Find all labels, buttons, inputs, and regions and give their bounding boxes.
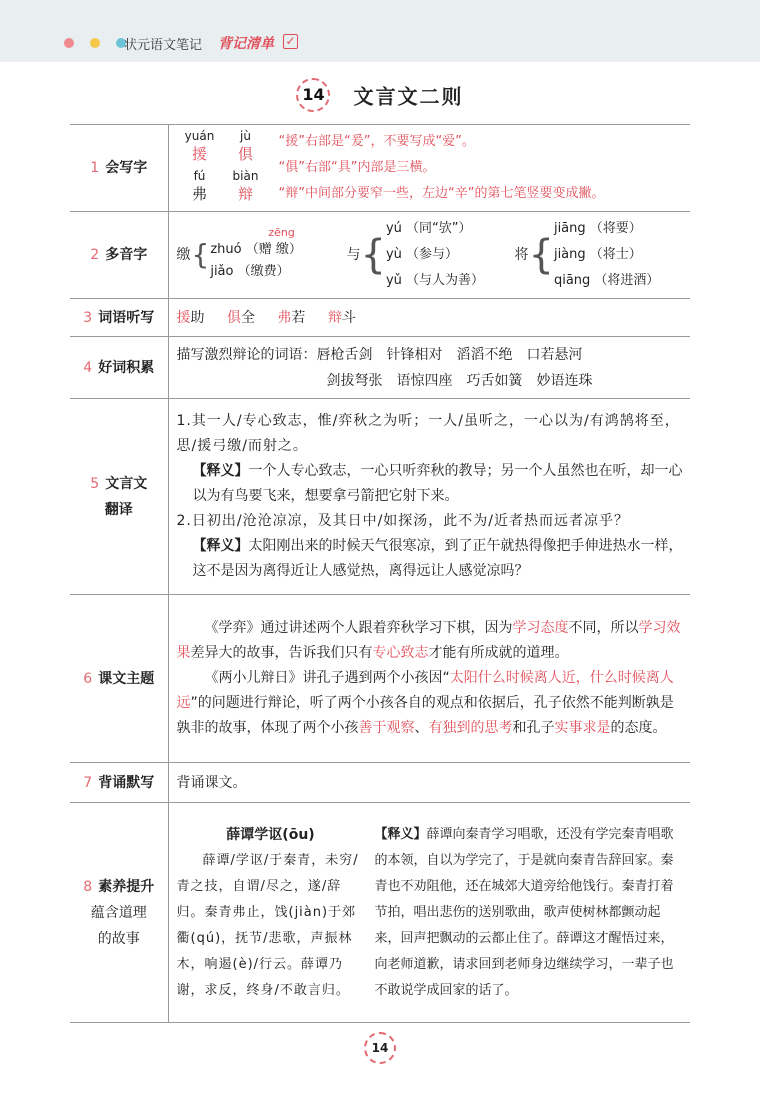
row-polyphonic <box>70 212 690 299</box>
header-dots <box>64 38 126 48</box>
check-icon: ✓ <box>283 34 298 49</box>
yellow-dot-icon <box>90 38 100 48</box>
row-content: 1.其一人/专心致志，惟/弈秋之为听；一人/虽听之，一心以为/有鸿鹄将至，思/援弓缴/而射之。 【释义】一个人专心致志，一心只听弈秋的教导；另一个人虽然也在听，却一心以为有鸟要飞来，想要拿弓箭把它射下来。 2.日初出/沧沧凉凉，及其日中/如探汤，此不为/近者热而远者凉乎？ 【释义】太阳刚出来的时候天气很寒凉，到了正午就热得像把手伸进热水一样，这不是因为离得近让人感觉热，离得远让人感觉凉吗？ <box>168 399 690 595</box>
row-writing <box>70 125 690 212</box>
row-content <box>168 125 690 212</box>
row-label: 1 会写字 <box>70 125 168 212</box>
row-label: 2 多音字 <box>70 212 168 299</box>
row-content <box>168 803 690 1023</box>
brand-label: 背记清单 <box>218 36 274 52</box>
lesson-number: 14 <box>296 78 330 112</box>
story-explanation: 【释义】薛谭向秦青学习唱歌，还没有学完秦青唱歌的本领，自以为学完了，于是就向秦青告辞回家。秦青也不劝阻他，还在城郊大道旁给他饯行。秦青打着节拍，唱出悲伤的送别歌曲，歌声使树林都颤动起来，回声把飘动的云都止住了。薛谭这才醒悟过来，向老师道歉，请求回到老师身边继续学习，一辈子也不敢说学成回家的话了。 <box>374 826 674 998</box>
row-label: 4 好词积累 <box>70 337 168 399</box>
story-original: 薛谭学讴(ōu) 薛谭/学讴/于秦青，未穷/青之技，自谓/尽之，遂/辞归。秦青弗止，饯(jiàn)于郊衢(qú)，抚节/悲歌，声振林木，响遏(è)/行云。薛谭乃谢，求反，终身/不敢言归。 <box>176 826 359 998</box>
row-translation <box>70 399 690 595</box>
row-label: 5 文言文 翻译 <box>70 399 168 595</box>
notes-table <box>70 124 690 1023</box>
poly-group-3: 将 { jiāng （将要） jiàng （将士） qiāng （将进酒） <box>514 221 660 288</box>
header-bar <box>0 0 760 62</box>
row-theme <box>70 595 690 763</box>
row-content: 《学弈》通过讲述两个人跟着弈秋学习下棋，因为学习态度不同，所以学习效果差异大的故事，告诉我们只有专心致志才能有所成就的道理。 《两小儿辩日》讲孔子遇到两个小孩因“太阳什么时候离人近，什么时候离人远”的问题进行辩论，听了两个小孩各自的观点和依据后，孔子依然不能判断孰是孰非的故事，体现了两个小孩善于观察、有独到的思考和孔子实事求是的态度。 <box>168 595 690 763</box>
row-content: 援助 俱全 弗若 辩斗 <box>168 299 690 337</box>
row-recite <box>70 763 690 803</box>
row-label: 6 课文主题 <box>70 595 168 763</box>
pink-dot-icon <box>64 38 74 48</box>
poly-group-1: 缴 { zēng zhuó （赠 缴） jiǎo （缴费） <box>176 226 302 279</box>
poly-group-2: 与 { yú （同“欤”） yù （参与） yǔ （与人为善） <box>346 221 485 288</box>
row-content: 背诵课文。 <box>168 763 690 803</box>
row-dictation <box>70 299 690 337</box>
row-label: 7 背诵默写 <box>70 763 168 803</box>
series-name: 状元语文笔记 <box>124 38 203 53</box>
row-label: 3 词语听写 <box>70 299 168 337</box>
writing-notes: “援”右部是“爰”，不要写成“爱”。 “俱”右部“具”内部是三横。 “辩”中间部分要窄一些，左边“辛”的第七笔竖要变成撇。 <box>278 134 605 201</box>
row-content <box>168 212 690 299</box>
lesson-title-text: 文言文二则 <box>353 84 464 109</box>
page-number: 14 <box>364 1032 396 1064</box>
row-label: 8 素养提升 蕴含道理 的故事 <box>70 803 168 1023</box>
lesson-title <box>0 78 760 112</box>
row-content: 描写激烈辩论的词语：唇枪舌剑 针锋相对 滔滔不绝 口若悬河 剑拔弩张 语惊四座 巧舌如簧 妙语连珠 <box>168 337 690 399</box>
row-story <box>70 803 690 1023</box>
row-vocabulary <box>70 337 690 399</box>
char-grid: yuán 援 jù 俱 fú 弗 biàn 辩 <box>184 129 259 203</box>
